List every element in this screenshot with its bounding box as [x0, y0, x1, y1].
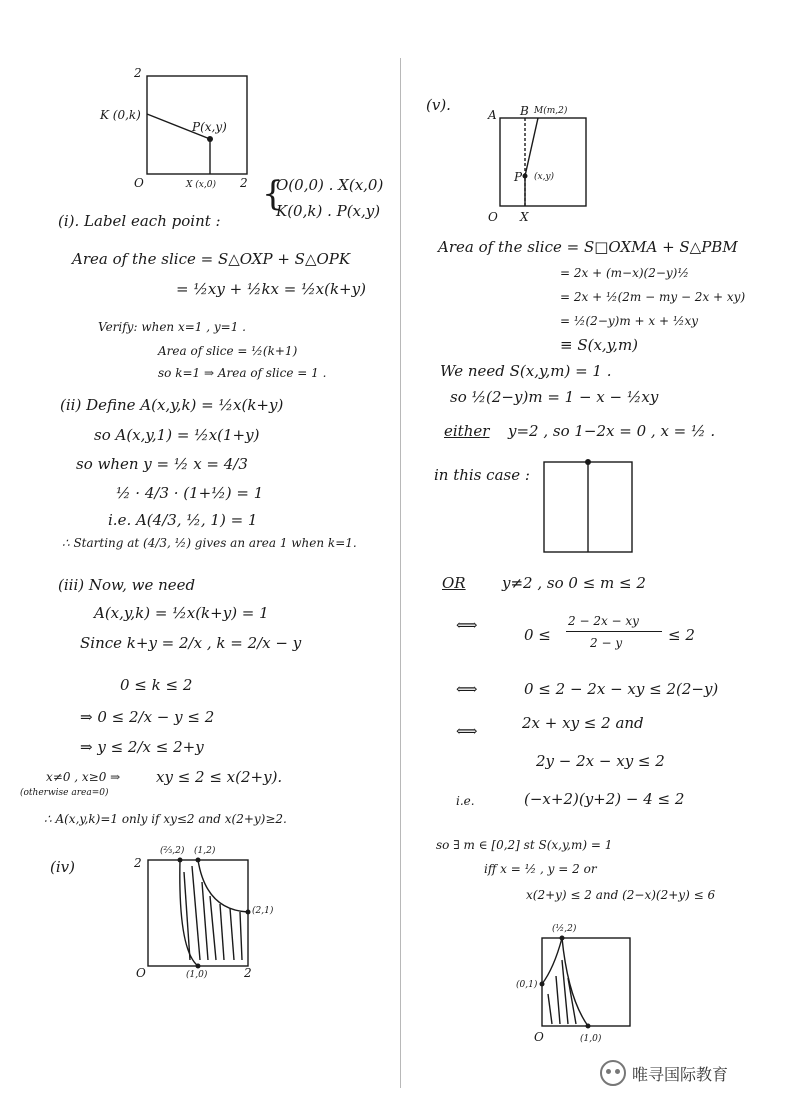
fig5-m: M(m,2) — [534, 106, 568, 116]
equiv-3-text-2: 2y − 2x − xy ≤ 2 — [536, 752, 665, 770]
fraction-bar — [566, 631, 662, 632]
fig5-pxy: (x,y) — [534, 172, 555, 182]
curve-left — [542, 938, 562, 984]
part-i-verify-1: Verify: when x=1 , y=1 . — [98, 320, 246, 334]
fig5-o: O — [488, 210, 498, 224]
equiv-2-text: 0 ≤ 2 − 2x − xy ≤ 2(2−y) — [524, 680, 719, 698]
fig5-a: A — [488, 108, 497, 122]
part-i-verify-2: Area of slice = ½(k+1) — [158, 344, 298, 358]
part-v-line-7: so ½(2−y)m = 1 − x − ½xy — [450, 388, 659, 406]
equiv-4-text: (−x+2)(y+2) − 4 ≤ 2 — [524, 790, 685, 808]
fig6-origin: O — [534, 1030, 544, 1044]
fig4-pt-top-2: (1,2) — [194, 846, 216, 856]
equiv-2: ⟺ — [456, 680, 478, 698]
curve-upper — [198, 860, 248, 912]
region-iv-figure — [148, 860, 248, 968]
brace-icon: { — [262, 174, 284, 214]
part-v-line-5: ≡ S(x,y,m) — [560, 336, 639, 354]
brace-line-2: K(0,k) . P(x,y) — [276, 202, 381, 220]
equiv-1-numerator: 2 − 2x − xy — [568, 614, 639, 628]
part-v-line-4: = ½(2−y)m + x + ½xy — [560, 314, 699, 328]
conclusion-3: x(2+y) ≤ 2 and (2−x)(2+y) ≤ 6 — [526, 888, 716, 902]
square-outline — [500, 118, 586, 206]
fig6-top: (½,2) — [552, 924, 577, 934]
part-v-line-9: in this case : — [434, 466, 530, 484]
equiv-4-label: i.e. — [456, 794, 475, 808]
square-outline — [542, 938, 630, 1026]
part-i-area-2: = ½xy + ½kx = ½x(k+y) — [176, 280, 366, 298]
part-ii-line-6: ∴ Starting at (4/3, ½) gives an area 1 when k=1. — [62, 536, 357, 550]
part-i-area-1: Area of the slice = S△OXP + S△OPK — [72, 250, 351, 268]
part-v-either: either — [444, 422, 490, 440]
conclusion-2: iff x = ½ , y = 2 or — [484, 862, 597, 876]
wechat-icon — [600, 1060, 626, 1086]
brace-line-1: O(0,0) . X(x,0) — [276, 176, 384, 194]
part-v-or-label: OR — [442, 574, 466, 592]
part-iii-line-3: Since k+y = 2/x , k = 2/x − y — [80, 634, 302, 652]
fig4-pt-top-1: (⅔,2) — [160, 846, 185, 856]
equiv-1-denominator: 2 − y — [590, 636, 623, 650]
part-ii-line-3: so when y = ½ x = 4/3 — [76, 455, 248, 473]
fig6-left: (0,1) — [516, 980, 538, 990]
part-iii-line-1: (iii) Now, we need — [58, 576, 196, 594]
fig6-bottom: (1,0) — [580, 1034, 602, 1044]
equiv-1-text-b: ≤ 2 — [668, 626, 695, 644]
fig4-pt-right: (2,1) — [252, 906, 274, 916]
part-ii-line-5: i.e. A(4/3, ½, 1) = 1 — [108, 511, 258, 529]
point-top — [560, 936, 565, 941]
point-right — [246, 910, 251, 915]
case-y2-figure — [544, 462, 632, 554]
fig4-right-x: 2 — [244, 966, 252, 980]
curve-right — [562, 938, 588, 1026]
part-i-verify-3: so k=1 ⇒ Area of slice = 1 . — [158, 366, 327, 380]
part-iii-line-7a: x≠0 , x≥0 ⇒ — [46, 770, 121, 784]
segment-pm — [525, 118, 538, 176]
part-ii-line-1: (ii) Define A(x,y,k) = ½x(k+y) — [60, 396, 284, 414]
point-bottom — [586, 1024, 591, 1029]
part-v-label: (v). — [426, 96, 451, 114]
fig4-top-y: 2 — [134, 856, 142, 870]
fig5-x: X — [520, 210, 529, 224]
part-iii-line-8: (otherwise area=0) — [20, 788, 109, 798]
part-iii-line-9: ∴ A(x,y,k)=1 only if xy≤2 and x(2+y)≥2. — [44, 812, 287, 826]
fig1-origin-label: O — [134, 176, 144, 190]
final-region-figure — [542, 938, 630, 1028]
part-ii-line-4: ½ · 4/3 · (1+½) = 1 — [116, 484, 264, 502]
part-iii-line-2: A(x,y,k) = ½x(k+y) = 1 — [94, 604, 269, 622]
part-iii-line-6: ⇒ y ≤ 2/x ≤ 2+y — [80, 738, 204, 756]
part-iii-line-5: ⇒ 0 ≤ 2/x − y ≤ 2 — [80, 708, 215, 726]
part-v-line-6: We need S(x,y,m) = 1 . — [440, 362, 612, 380]
part-ii-line-2: so A(x,y,1) = ½x(1+y) — [94, 426, 260, 444]
part-v-line-2: = 2x + (m−x)(2−y)½ — [560, 266, 689, 280]
conclusion-1: so ∃ m ∈ [0,2] st S(x,y,m) = 1 — [436, 838, 613, 852]
part-iii-line-4: 0 ≤ k ≤ 2 — [120, 676, 193, 694]
fig4-origin: O — [136, 966, 146, 980]
watermark — [600, 1060, 728, 1086]
slice-v-figure — [500, 118, 586, 208]
fig5-p: P — [514, 170, 523, 184]
part-iv-label: (iv) — [50, 858, 75, 876]
fig1-right-label: 2 — [240, 176, 248, 190]
hatching — [184, 866, 242, 960]
point-top — [585, 459, 591, 465]
point-top-2 — [196, 858, 201, 863]
point-bottom — [196, 964, 201, 969]
equiv-1-text-a: 0 ≤ — [524, 626, 551, 644]
equiv-3-text: 2x + xy ≤ 2 and — [522, 714, 644, 732]
equiv-1: ⟺ — [456, 616, 478, 634]
fig1-p-label: P(x,y) — [192, 120, 227, 134]
part-v-or-text: y≠2 , so 0 ≤ m ≤ 2 — [502, 574, 646, 592]
equiv-3: ⟺ — [456, 722, 478, 740]
watermark-text: 唯寻国际教育 — [632, 1064, 729, 1084]
part-i-label: (i). Label each point : — [58, 212, 221, 230]
part-v-line-1: Area of the slice = S□OXMA + S△PBM — [438, 238, 738, 256]
point-top-1 — [178, 858, 183, 863]
part-iii-line-7b: xy ≤ 2 ≤ x(2+y). — [156, 768, 283, 786]
part-v-line-8: y=2 , so 1−2x = 0 , x = ½ . — [508, 422, 716, 440]
part-v-line-3: = 2x + ½(2m − my − 2x + xy) — [560, 290, 746, 304]
point-left — [540, 982, 545, 987]
fig1-top-label: 2 — [134, 66, 142, 80]
fig1-k-label: K (0,k) — [100, 108, 141, 122]
column-divider — [400, 58, 401, 1088]
fig4-pt-bottom: (1,0) — [186, 970, 208, 980]
fig1-x-label: X (x,0) — [186, 180, 216, 190]
point-p — [523, 174, 528, 179]
point-p — [207, 136, 213, 142]
fig5-b: B — [520, 104, 529, 118]
